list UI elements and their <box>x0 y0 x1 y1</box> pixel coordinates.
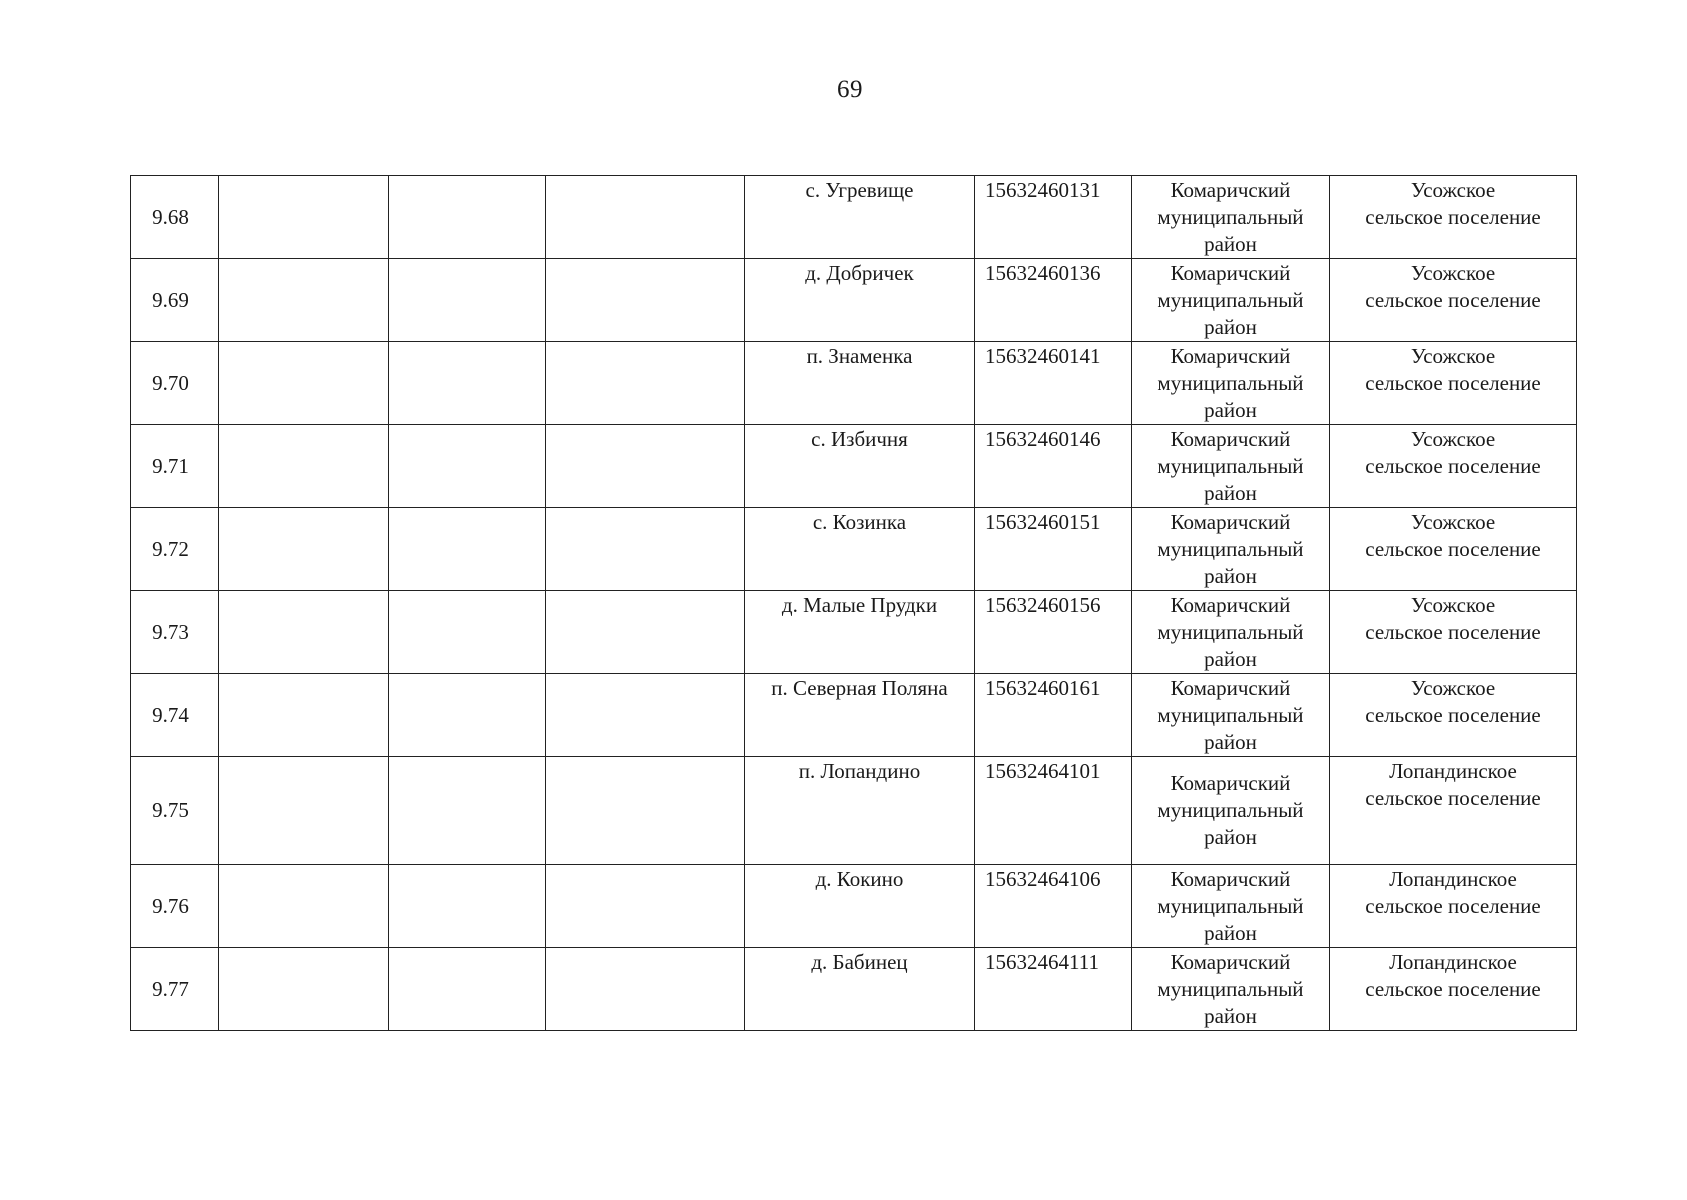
settlement-line: сельское поселение <box>1365 703 1541 727</box>
locality-name: д. Бабинец <box>745 948 975 1031</box>
settlement-line: Усожское <box>1410 261 1496 285</box>
settlement-name <box>1330 176 1577 259</box>
district-line: муниципальный <box>1157 894 1304 918</box>
empty-cell <box>546 259 745 342</box>
empty-cell <box>219 591 389 674</box>
table-row <box>131 342 1577 425</box>
empty-cell <box>389 425 546 508</box>
settlement-name <box>1330 508 1577 591</box>
district-line: район <box>1204 825 1257 849</box>
district-line: район <box>1204 564 1257 588</box>
settlement-name <box>1330 865 1577 948</box>
district-line: Комаричский <box>1170 771 1291 795</box>
locality-name: п. Лопандино <box>745 757 975 865</box>
district-line: муниципальный <box>1157 537 1304 561</box>
district-line: район <box>1204 481 1257 505</box>
oktmo-code: 15632460156 <box>975 591 1132 674</box>
district-name <box>1132 342 1330 425</box>
district-line: Комаричский <box>1170 950 1291 974</box>
oktmo-code: 15632460131 <box>975 176 1132 259</box>
oktmo-code: 15632464111 <box>975 948 1132 1031</box>
district-lines <box>1132 758 1329 851</box>
data-table <box>130 175 1577 1031</box>
settlement-name <box>1330 757 1577 865</box>
empty-cell <box>389 865 546 948</box>
oktmo-code: 15632460141 <box>975 342 1132 425</box>
district-line: Комаричский <box>1170 427 1291 451</box>
locality-name: с. Козинка <box>745 508 975 591</box>
empty-cell <box>389 591 546 674</box>
empty-cell <box>546 425 745 508</box>
empty-cell <box>219 259 389 342</box>
settlement-line: Усожское <box>1410 344 1496 368</box>
district-name <box>1132 425 1330 508</box>
district-line: район <box>1204 730 1257 754</box>
empty-cell <box>219 176 389 259</box>
row-number: 9.70 <box>131 342 219 425</box>
district-line: район <box>1204 921 1257 945</box>
empty-cell <box>219 342 389 425</box>
district-line: Комаричский <box>1170 510 1291 534</box>
empty-cell <box>219 948 389 1031</box>
settlement-line: Усожское <box>1410 510 1496 534</box>
empty-cell <box>546 674 745 757</box>
district-line: Комаричский <box>1170 867 1291 891</box>
settlement-line: Лопандинское <box>1389 950 1517 974</box>
table-row <box>131 591 1577 674</box>
district-name <box>1132 176 1330 259</box>
locality-name: д. Малые Прудки <box>745 591 975 674</box>
row-number: 9.73 <box>131 591 219 674</box>
empty-cell <box>389 176 546 259</box>
oktmo-code: 15632464106 <box>975 865 1132 948</box>
settlement-line: Лопандинское <box>1389 759 1517 783</box>
empty-cell <box>546 342 745 425</box>
district-line: Комаричский <box>1170 178 1291 202</box>
empty-cell <box>546 591 745 674</box>
settlement-line: сельское поселение <box>1365 977 1541 1001</box>
empty-cell <box>389 259 546 342</box>
settlement-line: сельское поселение <box>1365 620 1541 644</box>
settlement-line: сельское поселение <box>1365 371 1541 395</box>
locality-name: д. Кокино <box>745 865 975 948</box>
row-number: 9.77 <box>131 948 219 1031</box>
table-row <box>131 508 1577 591</box>
locality-name: с. Избичня <box>745 425 975 508</box>
locality-name: д. Добричек <box>745 259 975 342</box>
row-number: 9.76 <box>131 865 219 948</box>
row-number: 9.74 <box>131 674 219 757</box>
district-line: муниципальный <box>1157 371 1304 395</box>
empty-cell <box>389 342 546 425</box>
district-line: муниципальный <box>1157 703 1304 727</box>
empty-cell <box>389 948 546 1031</box>
settlement-name <box>1330 259 1577 342</box>
empty-cell <box>546 865 745 948</box>
table-row <box>131 948 1577 1031</box>
locality-name: п. Знаменка <box>745 342 975 425</box>
district-name <box>1132 865 1330 948</box>
district-line: район <box>1204 232 1257 256</box>
settlement-line: Усожское <box>1410 427 1496 451</box>
district-name <box>1132 948 1330 1031</box>
settlement-line: сельское поселение <box>1365 537 1541 561</box>
empty-cell <box>219 757 389 865</box>
empty-cell <box>389 757 546 865</box>
empty-cell <box>546 757 745 865</box>
empty-cell <box>546 176 745 259</box>
district-name <box>1132 757 1330 865</box>
settlement-name <box>1330 425 1577 508</box>
settlement-name <box>1330 591 1577 674</box>
empty-cell <box>546 508 745 591</box>
district-line: муниципальный <box>1157 205 1304 229</box>
table-row <box>131 674 1577 757</box>
settlement-name <box>1330 342 1577 425</box>
oktmo-code: 15632460146 <box>975 425 1132 508</box>
empty-cell <box>546 948 745 1031</box>
settlement-line: Усожское <box>1410 593 1496 617</box>
district-line: район <box>1204 315 1257 339</box>
row-number: 9.72 <box>131 508 219 591</box>
row-number: 9.68 <box>131 176 219 259</box>
empty-cell <box>389 674 546 757</box>
row-number: 9.71 <box>131 425 219 508</box>
row-number: 9.69 <box>131 259 219 342</box>
district-line: Комаричский <box>1170 593 1291 617</box>
district-name <box>1132 259 1330 342</box>
table-row <box>131 176 1577 259</box>
oktmo-code: 15632460161 <box>975 674 1132 757</box>
row-number: 9.75 <box>131 757 219 865</box>
settlement-line: сельское поселение <box>1365 288 1541 312</box>
oktmo-code: 15632460136 <box>975 259 1132 342</box>
district-line: район <box>1204 647 1257 671</box>
table-row <box>131 865 1577 948</box>
settlement-line: сельское поселение <box>1365 894 1541 918</box>
district-line: муниципальный <box>1157 977 1304 1001</box>
district-name <box>1132 591 1330 674</box>
table-row <box>131 757 1577 865</box>
district-line: муниципальный <box>1157 288 1304 312</box>
empty-cell <box>219 508 389 591</box>
page-number: 69 <box>837 76 863 103</box>
locality-name: п. Северная Поляна <box>745 674 975 757</box>
settlement-line: Лопандинское <box>1389 867 1517 891</box>
empty-cell <box>219 865 389 948</box>
table-row <box>131 259 1577 342</box>
settlement-line: сельское поселение <box>1365 454 1541 478</box>
settlement-line: Усожское <box>1410 178 1496 202</box>
district-name <box>1132 674 1330 757</box>
locality-name: с. Угревище <box>745 176 975 259</box>
empty-cell <box>219 425 389 508</box>
district-line: район <box>1204 398 1257 422</box>
settlement-name <box>1330 948 1577 1031</box>
district-line: муниципальный <box>1157 454 1304 478</box>
empty-cell <box>219 674 389 757</box>
settlement-line: сельское поселение <box>1365 786 1541 810</box>
settlement-name <box>1330 674 1577 757</box>
district-line: муниципальный <box>1157 798 1304 822</box>
district-line: Комаричский <box>1170 676 1291 700</box>
district-line: Комаричский <box>1170 261 1291 285</box>
district-name <box>1132 508 1330 591</box>
empty-cell <box>389 508 546 591</box>
table-row <box>131 425 1577 508</box>
oktmo-code: 15632464101 <box>975 757 1132 865</box>
oktmo-code: 15632460151 <box>975 508 1132 591</box>
district-line: муниципальный <box>1157 620 1304 644</box>
settlement-line: Усожское <box>1410 676 1496 700</box>
district-line: район <box>1204 1004 1257 1028</box>
settlement-line: сельское поселение <box>1365 205 1541 229</box>
district-line: Комаричский <box>1170 344 1291 368</box>
